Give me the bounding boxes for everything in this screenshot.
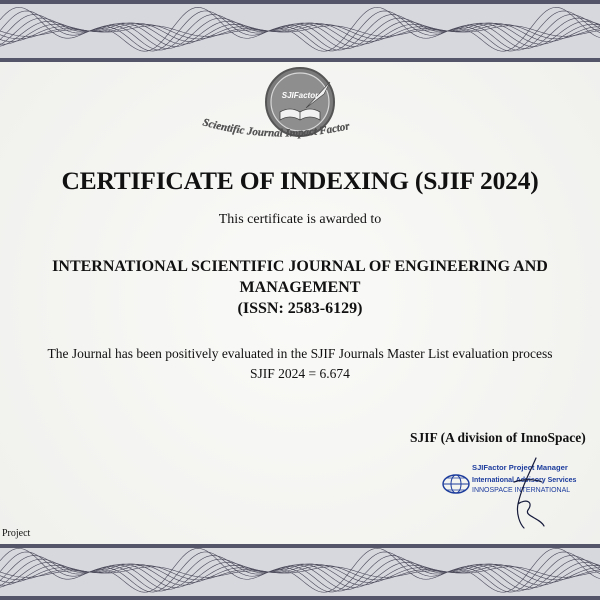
- issuer-division: SJIF (A division of InnoSpace): [410, 430, 586, 445]
- stamp-line-3: INNOSPACE INTERNATIONAL: [472, 487, 571, 494]
- footer-project-label: Project: [2, 528, 31, 539]
- sjif-seal-logo: [184, 62, 416, 162]
- journal-name-line-1: INTERNATIONAL SCIENTIFIC JOURNAL OF ENGINEERING AND: [52, 258, 548, 275]
- seal-badge-text: SJIFactor: [281, 91, 319, 100]
- stamp-line-2: International Advisory Services: [472, 477, 577, 484]
- bottom-border: [0, 544, 600, 600]
- stamp-line-1: SJIFactor Project Manager: [472, 463, 568, 472]
- handwritten-signature: [500, 452, 560, 532]
- awarded-line: This certificate is awarded to: [218, 212, 382, 227]
- evaluation-statement: The Journal has been positively evaluated in the SJIF Journals Master List evaluation process: [47, 346, 553, 361]
- seal-arc-text: Scientific Journal Impact Factor: [201, 116, 351, 140]
- journal-issn: (ISSN: 2583-6129): [237, 300, 363, 317]
- top-border: [0, 0, 600, 62]
- sjif-score: SJIF 2024 = 6.674: [250, 366, 350, 381]
- globe-icon: [443, 475, 469, 493]
- journal-name-line-2: MANAGEMENT: [239, 279, 361, 296]
- certificate-title: CERTIFICATE OF INDEXING (SJIF 2024): [61, 166, 539, 195]
- journal-name-block: [10, 256, 590, 319]
